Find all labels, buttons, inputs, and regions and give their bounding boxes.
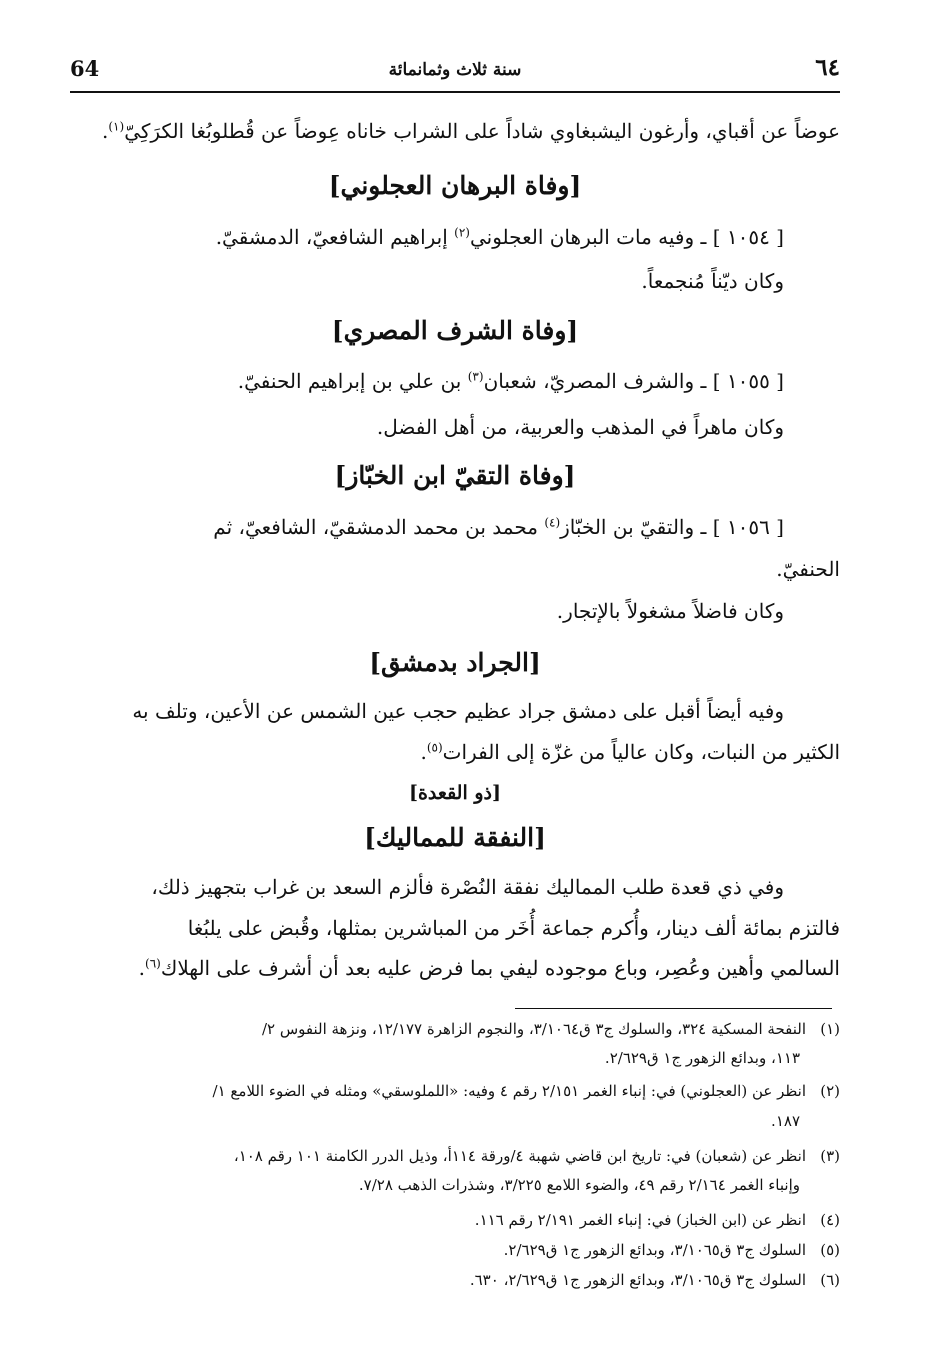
paragraph-line: الكثير من النبات، وكان عالياً من غزّة إلى الفرات$^{(٥)}$. [420,740,840,764]
footnote-ref: (٣) [467,369,484,384]
entry-description: وكان ماهراً في المذهب والعربية، من أهل الفضل. [376,415,784,439]
footnote-number: (١) [820,1020,840,1038]
footnote-number: (٣) [820,1147,840,1165]
footnote [62,1078,840,1104]
footnote-text: السلوك ج٣ ق٣/١٠٦٥، وبدائع الزهور ج١ ق٢/٦٢٩، ٦٣٠. [469,1271,806,1289]
footnote-ref: (١) [108,119,125,134]
entry-description: وكان فاضلاً مشغولاً بالإتجار. [556,599,784,623]
footnote [62,1143,840,1169]
footnote [62,1267,840,1293]
footnote [62,1207,840,1233]
footnote-text: السلوك ج٣ ق٣/١٠٦٥، وبدائع الزهور ج١ ق٢/٦٢٩. [503,1241,806,1259]
paragraph-line: السالمي وأهين وعُصِر، وباع موجوده ليفي بما فرض عليه بعد أن أشرف على الهلاك$^{(٦)}$. [138,956,840,980]
section-heading: [النفقة للمماليك] [364,823,546,852]
section-heading: [وفاة الشرف المصري] [331,316,579,345]
entry-description: وكان ديّناً مُنجمعاً. [641,269,784,293]
page-number-arabic: ٦٤ [815,54,840,81]
footnote-number: (٥) [820,1241,840,1259]
footnote-number: (٤) [820,1211,840,1229]
footnote-number: (٢) [820,1082,840,1100]
section-heading: [وفاة التقيّ ابن الخبّاز] [334,461,576,490]
intro-line: عوضاً عن أقباي، وأرغون اليشبغاوي شاداً على الشراب خاناه عِوضاً عن قُطلوبُغا الكرَكِيّ$^{(١)}$. [102,119,840,143]
footnote-continuation: وإنباء الغمر ٢/١٦٤ رقم ٤٩، والضوء اللامع ٣/٢٢٥، وشذرات الذهب ٧/٢٨. [358,1176,800,1194]
footnote-separator [515,1008,832,1009]
entry-line: [ ١٠٥٥ ] ـ والشرف المصريّ، شعبان$^{(٣)}$ بن علي بن إبراهيم الحنفيّ. [237,369,784,393]
footnote-text: انظر عن (شعبان) في: تاريخ ابن قاضي شهبة ٤/ورقة ١١٤أ، وذيل الدرر الكامنة ١٠١ رقم ١٠٨، [233,1147,806,1165]
footnote-text: النفحة المسكية ٣٢٤، والسلوك ج٣ ق٣/١٠٦٤، والنجوم الزاهرة ١٢/١٧٧، ونزهة النفوس ٢/ [261,1020,806,1038]
section-heading: [وفاة البرهان العجلوني] [328,171,582,200]
entry-line-continuation: الحنفيّ. [776,557,840,581]
footnote-ref: (٦) [145,956,161,971]
footnote-text: انظر عن (ابن الخباز) في: إنباء الغمر ٢/١٩١ رقم ١١٦. [474,1211,806,1229]
footnote [62,1237,840,1263]
footnote-ref: (٤) [544,515,561,530]
footnote-ref: (٥) [426,740,443,755]
section-heading: [الجراد بدمشق] [369,648,541,677]
entry-line: [ ١٠٥٤ ] ـ وفيه مات البرهان العجلوني$^{(٢)}$ إبراهيم الشافعيّ، الدمشقيّ. [215,225,784,249]
footnote-continuation: ١١٣، وبدائع الزهور ج١ ق٢/٦٢٩. [604,1049,800,1067]
paragraph-line: وفي ذي قعدة طلب المماليك نفقة النُصْرة فألزم السعد بن غراب بتجهيز ذلك، [151,875,784,899]
entry-line: [ ١٠٥٦ ] ـ والتقيّ بن الخبّاز$^{(٤)}$ محمد بن محمد الدمشقيّ، الشافعيّ، ثم [213,515,784,539]
page-number-latin: 64 [70,56,100,81]
running-header [70,52,840,92]
footnote-number: (٦) [820,1271,840,1289]
paragraph-line: وفيه أيضاً أقبل على دمشق جراد عظيم حجب عين الشمس عن الأعين، وتلف به [132,699,784,723]
paragraph-line: فالتزم بمائة ألف دينار، وأُكرم جماعة أُخَر من المباشرين بمثلها، وقُبض على يلبُغا [187,916,840,940]
header-rule [70,91,840,93]
footnote [62,1016,840,1042]
month-heading: [ذو القعدة] [408,782,501,804]
footnote-continuation: ١٨٧. [771,1112,800,1130]
footnote-text: انظر عن (العجلوني) في: إنباء الغمر ٢/١٥١ رقم ٤ وفيه: «اللملوسقي» ومثله في الضوء اللامع ١/ [212,1082,806,1100]
running-title: سنة ثلاث وثمانمائة [388,60,522,80]
footnote-ref: (٢) [454,225,470,240]
